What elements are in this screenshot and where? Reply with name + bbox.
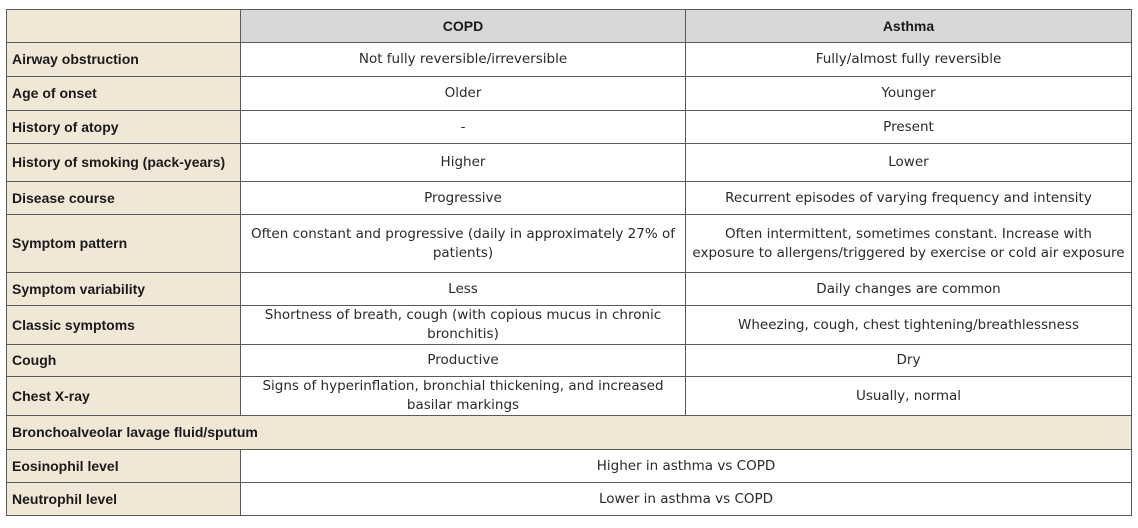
asthma-cell: Often intermittent, sometimes constant. Increase with exposure to allergens/triggered by exercise or cold air exposure [686, 215, 1132, 273]
copd-cell: Higher [241, 144, 686, 182]
row-label: Eosinophil level [7, 450, 241, 483]
table-row [7, 215, 1132, 273]
copd-cell: Signs of hyperinflation, bronchial thickening, and increased basilar markings [241, 377, 686, 416]
table-row [7, 377, 1132, 416]
merged-cell: Higher in asthma vs COPD [241, 450, 1132, 483]
copd-cell: Often constant and progressive (daily in approximately 27% of patients) [241, 215, 686, 273]
asthma-cell: Fully/almost fully reversible [686, 43, 1132, 77]
row-label: Symptom variability [7, 273, 241, 306]
row-label: Symptom pattern [7, 215, 241, 273]
row-label: History of smoking (pack-years) [7, 144, 241, 182]
header-corner [7, 10, 241, 43]
merged-row [7, 483, 1132, 516]
copd-cell: - [241, 111, 686, 144]
comparison-table-container [6, 9, 1132, 516]
row-label: History of atopy [7, 111, 241, 144]
table-row [7, 345, 1132, 377]
header-copd: COPD [241, 10, 686, 43]
row-label: Classic symptoms [7, 306, 241, 345]
table-row [7, 182, 1132, 215]
section-row [7, 416, 1132, 450]
row-label: Neutrophil level [7, 483, 241, 516]
merged-cell: Lower in asthma vs COPD [241, 483, 1132, 516]
table-row [7, 111, 1132, 144]
table-row [7, 77, 1132, 111]
row-label: Airway obstruction [7, 43, 241, 77]
copd-cell: Older [241, 77, 686, 111]
row-label: Age of onset [7, 77, 241, 111]
row-label: Chest X-ray [7, 377, 241, 416]
asthma-cell: Daily changes are common [686, 273, 1132, 306]
table-row [7, 306, 1132, 345]
asthma-cell: Younger [686, 77, 1132, 111]
copd-cell: Productive [241, 345, 686, 377]
copd-asthma-comparison-table [6, 9, 1132, 516]
table-row [7, 273, 1132, 306]
table-row [7, 43, 1132, 77]
row-label: Cough [7, 345, 241, 377]
header-asthma: Asthma [686, 10, 1132, 43]
section-label: Bronchoalveolar lavage fluid/sputum [7, 416, 1132, 450]
copd-cell: Progressive [241, 182, 686, 215]
copd-cell: Not fully reversible/irreversible [241, 43, 686, 77]
copd-cell: Shortness of breath, cough (with copious mucus in chronic bronchitis) [241, 306, 686, 345]
asthma-cell: Lower [686, 144, 1132, 182]
merged-row [7, 450, 1132, 483]
copd-cell: Less [241, 273, 686, 306]
asthma-cell: Dry [686, 345, 1132, 377]
header-row [7, 10, 1132, 43]
row-label: Disease course [7, 182, 241, 215]
asthma-cell: Present [686, 111, 1132, 144]
table-row [7, 144, 1132, 182]
asthma-cell: Recurrent episodes of varying frequency and intensity [686, 182, 1132, 215]
asthma-cell: Wheezing, cough, chest tightening/breathlessness [686, 306, 1132, 345]
asthma-cell: Usually, normal [686, 377, 1132, 416]
